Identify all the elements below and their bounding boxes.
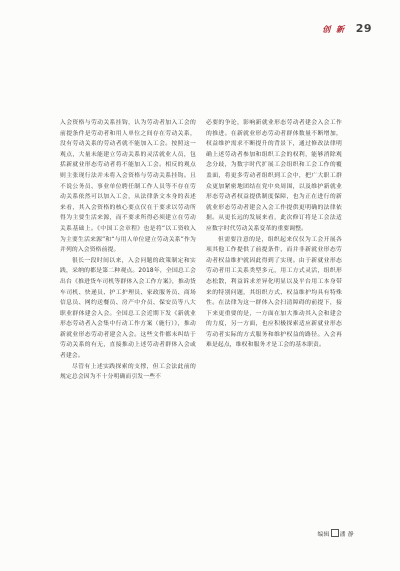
editor-credit [317, 529, 354, 538]
page-number: 29 [355, 22, 372, 35]
paragraph: 必要的争论，影响新就业形态劳动者建会入会工作的推进。在新就业形态劳动者群体数量不断增加，权益维护需求不断提升的背景下，通过修改法律明确上述劳动者参加和组织工会的权利，能够消除观念分歧，为数字时代扩展工会组织和工会工作的覆盖面，将更多劳动者组织到工会中，把广大职工群众更加紧密地团结在党中央周围，以及维护新就业形态劳动者权益提供制度保障，也为正在进行的新就业形态劳动者建会入会工作提供更明确的法律依据。从更长远的发展来看，此次修订将是工会法适应数字时代劳动关系变革的重要调整。 [206, 120, 342, 232]
paragraph: 入会资格与劳动关系挂钩，认为劳动者加入工会的前提条件是劳动者和用人单位之间存在劳动关系，没有劳动关系的劳动者就不能加入工会。按照这一观点，大量未能建立劳动关系的灵活就业人员，包括新就业形态劳动者将不能加入工会。相反的观点则主张现行法并未将入会资格与劳动关系挂钩。且不说公务员、事业单位聘任制工作人员等不存在劳动关系依然可以加入工会，从法律条文本身的表述来看，其入会资格的核心要点仅在于要求以劳动所得为主要生活来源，而不要求所得必须建立在劳动关系基础上。《中国工会章程》也是将“以工资收入为主要生活来源”和“与用人单位建立劳动关系”作为并列的入会资格前提。 [60, 120, 196, 254]
paragraph: 但需要注意的是，组织起来仅仅为工会开展各项其他工作提供了前提条件，而并非新就业形态劳动者权益维护就因此得到了实现。由于新就业形态劳动者用工关系类型多元，用工方式灵活，组织形态松散，利益诉求差异化明显以及平台用工本身带来的特别问题，其组织方式、权益维护均具有特殊性。在法律为这一群体入会扫清障碍的前提下，接下来更重要的是，一方面在加大推动其入会和建会的力度，另一方面，也应积极探索适应新就业形态劳动者实际的方式服务和维护权益的路径。入会再难是起点，维权和服务才是工会的基本职责。 [206, 236, 342, 349]
paragraph: 尽管有上述实践探索的支撑，但工会法此前的规定总会因为不十分明确而引发一些不 [60, 363, 196, 381]
paragraph: 很长一段时间以来，入会问题的政策制定和实践，采纳的都是第二种观点。2018年，全国总工会出台《推进货车司机等群体入会工作方案》，推动货车司机、快递员、护工护理员、家政服务员、商场信息员、网约送餐员、房产中介员、保安员等八大职业群体建会入会。全国总工会近期下发《新就业形态劳动者入会集中行动工作方案（施行）》，推动新就业形态劳动者建会入会。这些文件都未纠结于劳动关系的有无，直接推动上述劳动者群体入会或者建会。 [60, 257, 196, 360]
article-column-right [206, 118, 342, 351]
page-header [322, 22, 372, 36]
article-column-left [60, 118, 196, 383]
editor-prefix: 编辑 [317, 532, 330, 538]
section-label: 创 新 [322, 25, 346, 34]
separator-box-icon [331, 529, 339, 537]
editor-name: 潘 静 [339, 532, 354, 538]
